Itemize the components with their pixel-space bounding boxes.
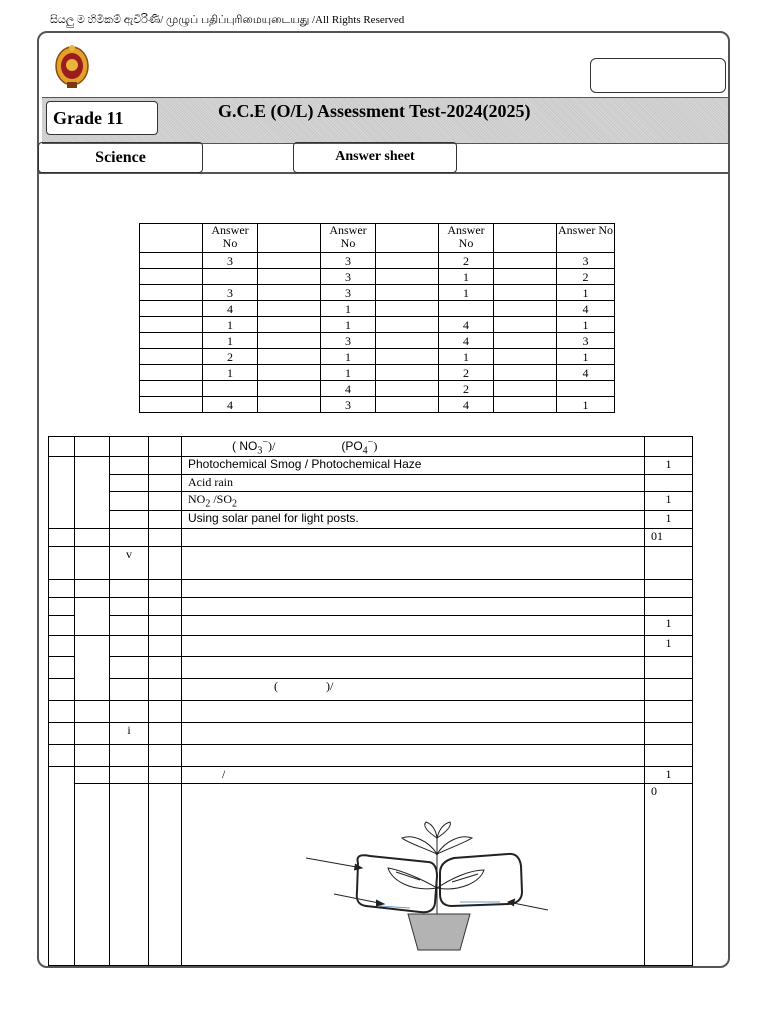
mcq-row: [140, 285, 615, 301]
answer-no-header: Answer No: [557, 224, 615, 253]
answer-cell: 3: [321, 397, 376, 413]
question-no-cell: [140, 269, 203, 285]
answer-text: Acid rain: [182, 475, 645, 492]
table-row: [49, 722, 693, 744]
exam-title: G.C.E (O/L) Assessment Test-2024(2025): [218, 101, 531, 121]
question-no-cell: [494, 317, 557, 333]
plant-experiment-diagram: [300, 818, 555, 953]
question-no-cell: [494, 253, 557, 269]
question-no-cell: [376, 397, 439, 413]
answer-text: /: [182, 766, 645, 783]
mcq-answer-table: [139, 223, 615, 413]
question-no-cell: [140, 381, 203, 397]
question-no-cell: [140, 253, 203, 269]
answer-text: Using solar panel for light posts.: [182, 510, 645, 528]
nitrate-phosphate-cell: ( $NO_3^-)/$ $(PO_4^-)$: [182, 437, 645, 457]
sheet-label: Answer sheet: [293, 142, 457, 173]
answer-cell: [439, 301, 494, 317]
answer-cell: 1: [439, 285, 494, 301]
mcq-row: [140, 381, 615, 397]
question-no-header: [494, 224, 557, 253]
answer-cell: 3: [203, 253, 258, 269]
table-row: [49, 766, 693, 783]
answer-cell: 3: [321, 333, 376, 349]
table-row: [49, 528, 693, 546]
answer-cell: 1: [203, 365, 258, 381]
question-no-header: [140, 224, 203, 253]
answer-cell: 4: [439, 333, 494, 349]
table-row: [49, 700, 693, 722]
answer-cell: [203, 381, 258, 397]
question-no-cell: [376, 365, 439, 381]
answer-cell: 3: [557, 333, 615, 349]
question-no-cell: [140, 397, 203, 413]
answer-text: Photochemical Smog / Photochemical Haze: [182, 457, 645, 475]
mark-cell: 1: [645, 766, 693, 783]
question-no-cell: [258, 269, 321, 285]
mark-cell: 1: [645, 492, 693, 510]
question-no-cell: [258, 365, 321, 381]
mark-cell: 01: [645, 528, 693, 546]
answer-cell: 4: [557, 301, 615, 317]
question-no-cell: [258, 317, 321, 333]
mark-cell: 1: [645, 510, 693, 528]
table-row: [49, 492, 693, 510]
question-no-cell: [494, 381, 557, 397]
mcq-row: [140, 397, 615, 413]
table-row: [49, 656, 693, 678]
subject-label: Science: [38, 142, 203, 173]
answer-cell: 1: [439, 269, 494, 285]
question-no-cell: [258, 397, 321, 413]
answer-cell: 4: [557, 365, 615, 381]
question-no-cell: [258, 333, 321, 349]
grade-label: Grade 11: [46, 101, 158, 135]
answer-cell: [557, 381, 615, 397]
question-no-cell: [376, 349, 439, 365]
question-no-cell: [376, 269, 439, 285]
table-row: [49, 457, 693, 475]
answer-cell: 4: [321, 381, 376, 397]
question-no-cell: [376, 301, 439, 317]
question-no-cell: [376, 317, 439, 333]
question-no-cell: [258, 301, 321, 317]
question-no-cell: [494, 269, 557, 285]
question-no-header: [258, 224, 321, 253]
mark-cell: 0: [645, 783, 693, 965]
question-no-cell: [494, 301, 557, 317]
answer-cell: 2: [439, 253, 494, 269]
answer-cell: 3: [321, 269, 376, 285]
question-no-cell: [376, 381, 439, 397]
question-no-cell: [140, 365, 203, 381]
answer-cell: 1: [203, 333, 258, 349]
answer-cell: 3: [321, 285, 376, 301]
table-row: [49, 744, 693, 766]
mcq-row: [140, 349, 615, 365]
question-no-cell: [494, 397, 557, 413]
mcq-row: [140, 253, 615, 269]
mcq-header-row: [140, 224, 615, 253]
question-no-cell: [140, 333, 203, 349]
answer-cell: 3: [321, 253, 376, 269]
question-label: v: [110, 546, 149, 579]
question-label: i: [110, 722, 149, 744]
answer-cell: 2: [557, 269, 615, 285]
mark-cell: 1: [645, 457, 693, 475]
answer-cell: 1: [557, 349, 615, 365]
mcq-row: [140, 301, 615, 317]
index-number-box: [590, 58, 726, 93]
table-row: [49, 678, 693, 700]
gas-formula-cell: $NO_2$ $/SO_2$: [182, 492, 645, 510]
answer-cell: 1: [321, 349, 376, 365]
question-no-cell: [494, 365, 557, 381]
question-no-cell: [376, 253, 439, 269]
question-no-cell: [140, 301, 203, 317]
answer-no-header: Answer No: [439, 224, 494, 253]
table-row: [49, 437, 693, 457]
answer-cell: 1: [557, 285, 615, 301]
answer-cell: 3: [557, 253, 615, 269]
question-no-cell: [494, 333, 557, 349]
question-no-cell: [494, 349, 557, 365]
mcq-row: [140, 317, 615, 333]
answer-cell: 1: [321, 365, 376, 381]
answer-cell: 1: [321, 317, 376, 333]
answer-cell: 2: [439, 365, 494, 381]
answer-cell: [203, 269, 258, 285]
answer-cell: 1: [557, 317, 615, 333]
question-no-cell: [258, 253, 321, 269]
question-no-cell: [140, 285, 203, 301]
table-row: [49, 475, 693, 492]
emblem-logo: [53, 44, 91, 90]
answer-cell: 4: [439, 317, 494, 333]
answer-cell: 1: [321, 301, 376, 317]
table-row: [49, 546, 693, 579]
question-no-cell: [376, 285, 439, 301]
mcq-row: [140, 269, 615, 285]
answer-no-header: Answer No: [321, 224, 376, 253]
answer-cell: 4: [203, 301, 258, 317]
question-no-cell: [140, 317, 203, 333]
answer-cell: 2: [439, 381, 494, 397]
answer-cell: 1: [557, 397, 615, 413]
table-row: [49, 635, 693, 656]
question-no-cell: [258, 349, 321, 365]
table-row: [49, 615, 693, 635]
answer-cell: 1: [439, 349, 494, 365]
mark-cell: 1: [645, 635, 693, 656]
question-no-cell: [494, 285, 557, 301]
question-no-cell: [258, 285, 321, 301]
question-no-cell: [258, 381, 321, 397]
mcq-row: [140, 333, 615, 349]
answer-cell: 4: [203, 397, 258, 413]
question-no-header: [376, 224, 439, 253]
bracket-cell: ( )/: [182, 678, 645, 700]
question-no-cell: [140, 349, 203, 365]
answer-cell: 1: [203, 317, 258, 333]
answer-cell: 2: [203, 349, 258, 365]
table-row: [49, 510, 693, 528]
answer-cell: 4: [439, 397, 494, 413]
mcq-row: [140, 365, 615, 381]
answer-cell: 3: [203, 285, 258, 301]
table-row: [49, 597, 693, 615]
mark-cell: 1: [645, 615, 693, 635]
question-no-cell: [376, 333, 439, 349]
answer-no-header: Answer No: [203, 224, 258, 253]
copyright-notice: සියලු ම හිමිකම් ඇවිරිණි/ முழுப் பதிப்புரிமையுடையது /All Rights Reserved: [50, 14, 405, 26]
table-row: [49, 579, 693, 597]
